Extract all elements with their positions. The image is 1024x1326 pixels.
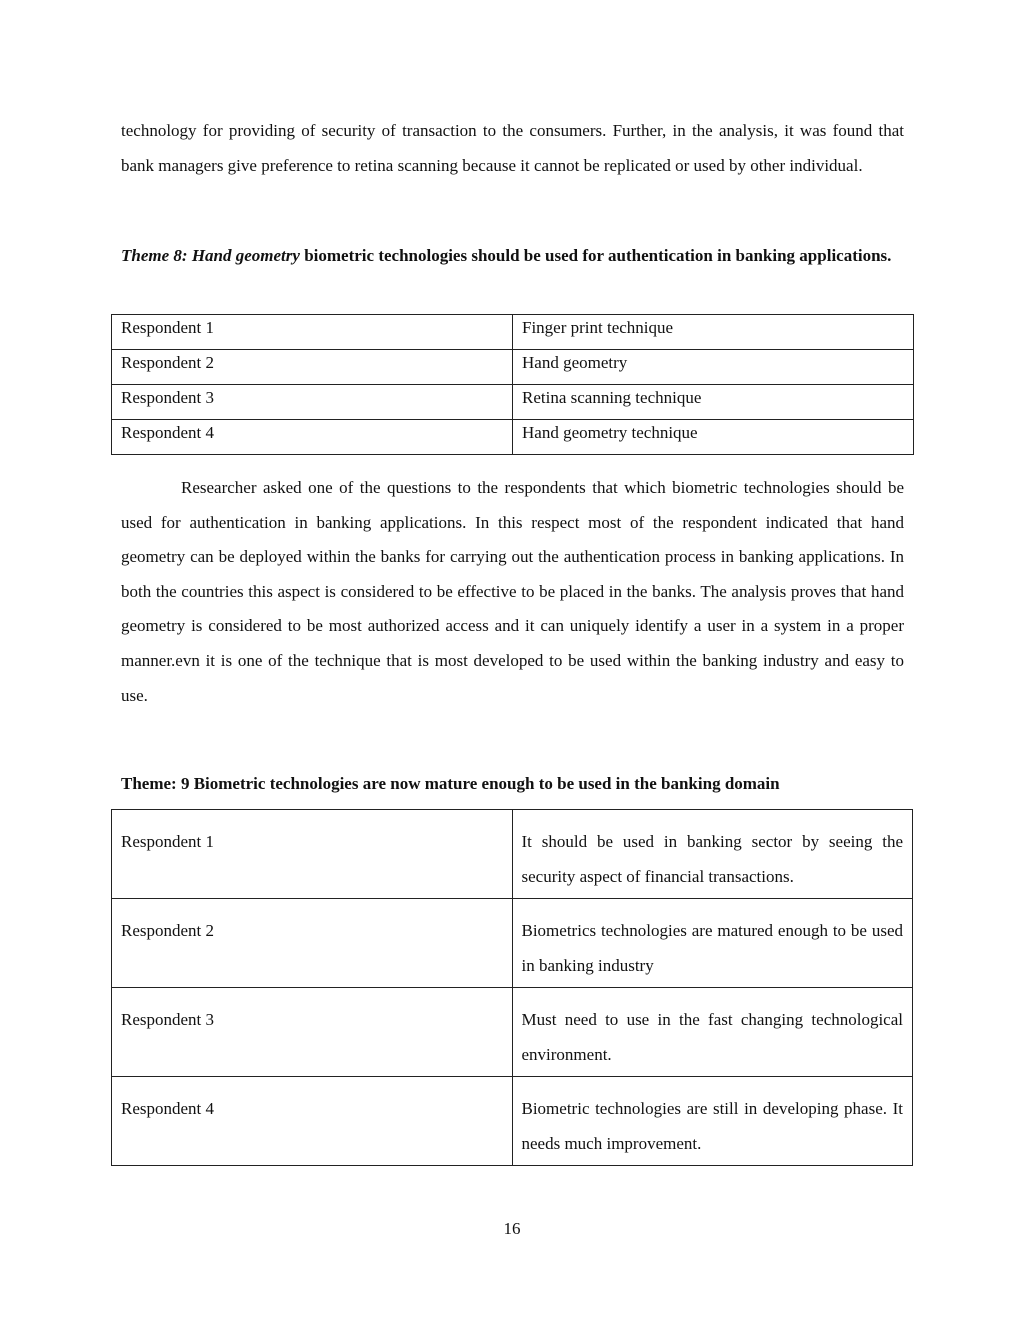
respondent-cell: Respondent 3: [112, 988, 513, 1077]
answer-cell: Must need to use in the fast changing technological environment.: [512, 988, 913, 1077]
answer-cell: Biometrics technologies are matured enough to be used in banking industry: [512, 899, 913, 988]
page-number: 16: [503, 1219, 521, 1238]
respondent-cell: Respondent 2: [112, 350, 513, 385]
respondent-cell: Respondent 4: [112, 1077, 513, 1166]
table-row: [112, 988, 913, 1077]
theme-9-table: [111, 809, 913, 1166]
theme-9-heading: Theme: 9 Biometric technologies are now mature enough to be used in the banking domain: [121, 774, 780, 793]
table-row: [112, 810, 913, 899]
respondent-cell: Respondent 4: [112, 420, 513, 455]
respondent-cell: Respondent 3: [112, 385, 513, 420]
theme-8-heading-label: Theme 8: Hand geometry: [121, 246, 300, 265]
answer-cell: Finger print technique: [513, 315, 914, 350]
answer-cell: Retina scanning technique: [513, 385, 914, 420]
table-row: [112, 420, 914, 455]
respondent-cell: Respondent 1: [112, 810, 513, 899]
theme-8-table: [111, 314, 914, 455]
answer-cell: Biometric technologies are still in developing phase. It needs much improvement.: [512, 1077, 913, 1166]
analysis-paragraph: Researcher asked one of the questions to the respondents that which biometric technologies should be used for authentication in banking applications. In this respect most of the respondent indicated that hand geometry can be deployed within the banks for carrying out the authentication process in banking applications. In both the countries this aspect is considered to be effective to be placed in the banks. The analysis proves that hand geometry is considered to be most authorized access and it can uniquely identify a user in a system in a proper manner.evn it is one of the technique that is most developed to be used within the banking industry and easy to use.: [121, 478, 904, 705]
table-row: [112, 1077, 913, 1166]
answer-cell: It should be used in banking sector by seeing the security aspect of financial transactions.: [512, 810, 913, 899]
answer-cell: Hand geometry technique: [513, 420, 914, 455]
intro-paragraph: technology for providing of security of transaction to the consumers. Further, in the analysis, it was found that bank managers give preference to retina scanning because it cannot be replicated or used by other individual.: [121, 121, 904, 175]
table-row: [112, 315, 914, 350]
table-row: [112, 899, 913, 988]
table-row: [112, 350, 914, 385]
respondent-cell: Respondent 1: [112, 315, 513, 350]
theme-8-heading-text: biometric technologies should be used for authentication in banking applications.: [299, 246, 892, 265]
table-row: [112, 385, 914, 420]
answer-cell: Hand geometry: [513, 350, 914, 385]
respondent-cell: Respondent 2: [112, 899, 513, 988]
theme-8-heading: [121, 240, 904, 273]
